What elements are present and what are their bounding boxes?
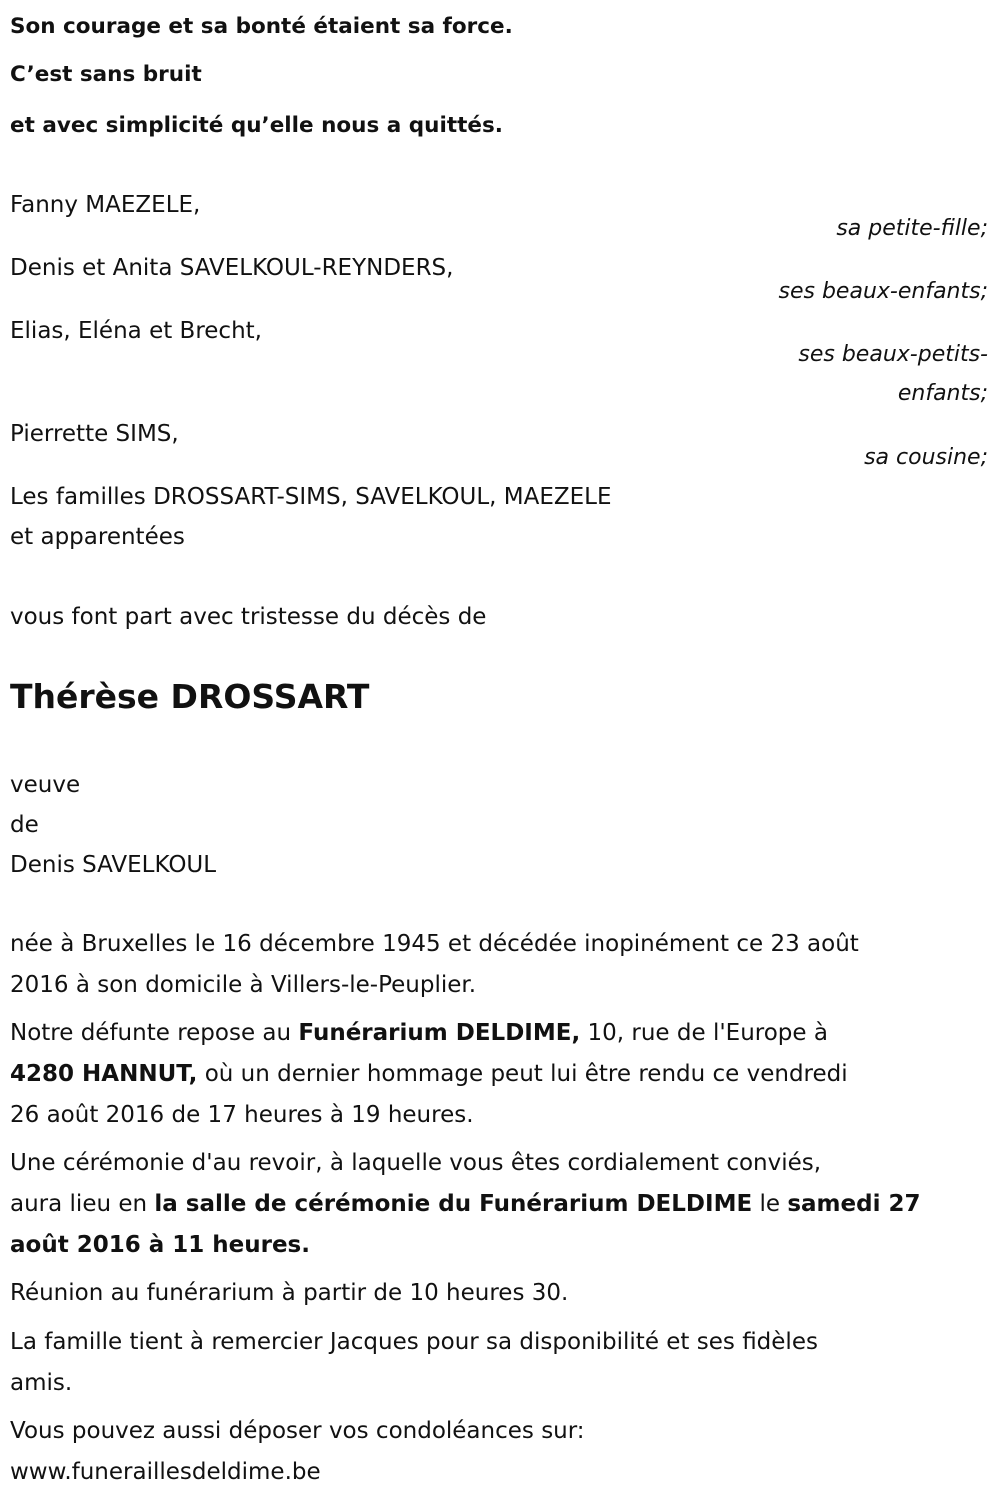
ceremony-line [10,1189,920,1219]
thanks-line: La famille tient à remercier Jacques pour sa disponibilité et ses fidèles [10,1329,818,1355]
text: Notre défunte repose au [10,1020,299,1046]
ceremony-date: samedi 27 [787,1191,921,1217]
motto-line: Son courage et sa bonté étaient sa force. [10,14,513,39]
family-relation: enfants; [897,381,988,406]
ceremony-line [10,1230,310,1260]
ceremony-date: août 2016 à 11 heures. [10,1232,310,1258]
city: 4280 HANNUT, [10,1061,198,1087]
condolences-link[interactable]: www.funeraillesdeldime.be [10,1459,321,1485]
repose-line [10,1059,848,1089]
family-name: Elias, Eléna et Brecht, [10,318,262,344]
motto-line: et avec simplicité qu’elle nous a quittés. [10,113,503,138]
widow-line: de [10,812,39,838]
repose-line: 26 août 2016 de 17 heures à 19 heures. [10,1102,474,1128]
family-relation: ses beaux-enfants; [778,279,988,304]
funerarium-name: Funérarium DELDIME, [298,1020,581,1046]
family-relation: ses beaux-petits- [798,342,988,367]
text: le [752,1191,788,1217]
repose-line [10,1018,828,1048]
family-name: et apparentées [10,524,185,550]
ceremony-line: Une cérémonie d'au revoir, à laquelle vous êtes cordialement conviés, [10,1150,822,1176]
family-relation: sa petite-fille; [836,216,988,241]
family-name: Pierrette SIMS, [10,421,179,447]
deceased-name: Thérèse DROSSART [10,677,370,716]
family-name: Les familles DROSSART-SIMS, SAVELKOUL, MAEZELE [10,484,612,510]
text: aura lieu en [10,1191,155,1217]
birth-line: née à Bruxelles le 16 décembre 1945 et décédée inopinément ce 23 août [10,931,859,957]
family-relation: sa cousine; [864,445,988,470]
birth-line: 2016 à son domicile à Villers-le-Peuplier. [10,972,477,998]
condolences-line: Vous pouvez aussi déposer vos condoléances sur: [10,1418,585,1444]
text: 10, rue de l'Europe à [580,1020,828,1046]
thanks-line: amis. [10,1370,73,1396]
announcement: vous font part avec tristesse du décès de [10,604,487,630]
ceremony-place: la salle de cérémonie du Funérarium DELDIME [154,1191,753,1217]
meeting: Réunion au funérarium à partir de 10 heures 30. [10,1280,569,1306]
motto-line: C’est sans bruit [10,62,202,87]
text: où un dernier hommage peut lui être rendu ce vendredi [197,1061,848,1087]
family-name: Fanny MAEZELE, [10,192,201,218]
widow-line: Denis SAVELKOUL [10,852,217,878]
widow-line: veuve [10,772,81,798]
family-name: Denis et Anita SAVELKOUL-REYNDERS, [10,255,454,281]
